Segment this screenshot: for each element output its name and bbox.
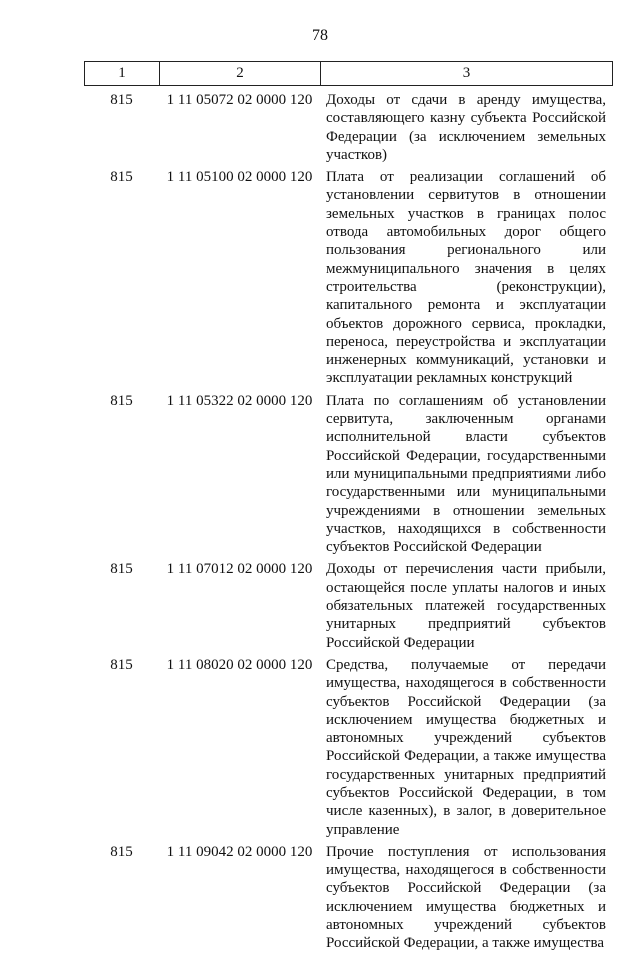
- description-cell: Доходы от сдачи в аренду имущества, составляющего казну субъекта Российской Федерации (за исключением земельных участков): [326, 92, 606, 163]
- table-row: [84, 168, 613, 388]
- table-row: [84, 91, 613, 164]
- description-cell: Средства, получаемые от передачи имущества, находящегося в собственности субъектов Российской Федерации (за исключением имущества бюджетных и автономных учреждений субъектов Российской Федерации, а также имущества государственных унитарных предприятий субъектов Российской Федерации, в том числе казенных), в залог, в доверительное управление: [326, 656, 606, 838]
- table-row: [84, 392, 613, 557]
- kbk-code-cell: 1 11 05100 02 0000 120: [166, 169, 313, 186]
- admin-code-cell: 815: [110, 169, 133, 186]
- column-number-3: 3: [462, 65, 471, 81]
- admin-code-cell: 815: [110, 843, 133, 860]
- description-cell: Плата от реализации соглашений об установлении сервитутов в отношении земельных участков в границах полос отвода автомобильных дорог общего пользования регионального или межмуниципального значения в целях строительства (реконструкции), капитального ремонта и эксплуатации объектов дорожного сервиса, прокладки, переноса, переустройства и эксплуатации инженерных коммуникаций, установки и эксплуатации рекламных конструкций: [326, 169, 606, 387]
- kbk-code-cell: 1 11 05072 02 0000 120: [166, 92, 313, 108]
- table-body: [84, 91, 613, 957]
- table-row: [84, 560, 613, 651]
- admin-code-cell: 815: [110, 561, 133, 578]
- admin-code-cell: 815: [110, 392, 133, 409]
- table-row: [84, 843, 613, 953]
- kbk-code-cell: 1 11 07012 02 0000 120: [166, 561, 313, 578]
- kbk-code-cell: 1 11 09042 02 0000 120: [166, 843, 313, 860]
- description-cell: Прочие поступления от использования имущества, находящегося в собственности субъектов Российской Федерации (за исключением имущества бюджетных и автономных учреждений субъектов Российской Федерации, а также имущества: [326, 843, 606, 952]
- admin-code-cell: 815: [110, 656, 133, 673]
- table-column-numbers: [84, 61, 613, 86]
- description-cell: Доходы от перечисления части прибыли, остающейся после уплаты налогов и иных обязательных платежей государственных унитарных предприятий субъектов Российской Федерации: [326, 561, 606, 651]
- table-row: [84, 656, 613, 839]
- page-number: 78: [312, 27, 328, 44]
- kbk-code-cell: 1 11 05322 02 0000 120: [166, 392, 313, 409]
- column-number-1: 1: [85, 62, 160, 85]
- kbk-code-cell: 1 11 08020 02 0000 120: [166, 656, 313, 673]
- admin-code-cell: 815: [110, 92, 133, 108]
- description-cell: Плата по соглашениям об установлении сервитута, заключенным органами исполнительной власти субъектов Российской Федерации, государственными или муниципальными предприятиями либо государственными или муниципальными учреждениями в отношении земельных участков, находящихся в собственности субъектов Российской Федерации: [326, 392, 606, 556]
- column-number-2: 2: [160, 62, 321, 85]
